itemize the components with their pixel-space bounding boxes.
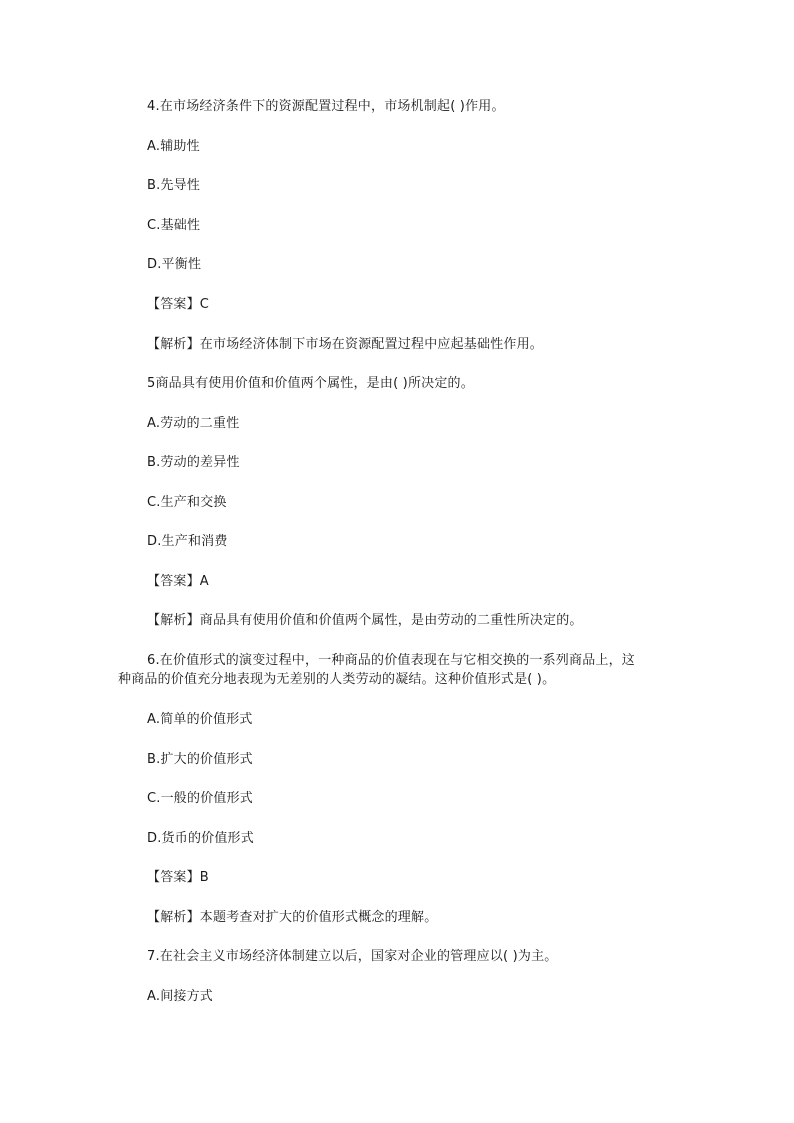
question-7-option-a: A.间接方式 [147, 989, 213, 1004]
question-6-option-a: A.简单的价值形式 [147, 712, 253, 727]
question-6-stem: 6.在价值形式的演变过程中，一种商品的价值表现在与它相交换的一系列商品上，这种商品的价值充分地表现为无差别的人类劳动的凝结。这种价值形式是( )。 [118, 653, 636, 687]
question-4-analysis: 【解析】在市场经济体制下市场在资源配置过程中应起基础性作用。 [147, 337, 544, 352]
question-7-stem: 7.在社会主义市场经济体制建立以后，国家对企业的管理应以( )为主。 [147, 949, 558, 964]
question-4-option-c: C.基础性 [147, 218, 201, 233]
question-5-stem: 5商品具有使用价值和价值两个属性，是由( )所决定的。 [147, 376, 474, 391]
question-4-option-b: B.先导性 [147, 178, 201, 193]
question-5-option-b: B.劳动的差异性 [147, 455, 240, 470]
question-5-option-d: D.生产和消费 [147, 534, 228, 549]
question-6-answer: 【答案】B [147, 870, 209, 885]
question-6-option-d: D.货币的价值形式 [147, 831, 254, 846]
question-4-option-a: A.辅助性 [147, 139, 200, 154]
question-6-analysis: 【解析】本题考查对扩大的价值形式概念的理解。 [147, 910, 438, 925]
question-5-answer: 【答案】A [147, 574, 209, 589]
question-6-option-b: B.扩大的价值形式 [147, 752, 253, 767]
question-5-analysis: 【解析】商品具有使用价值和价值两个属性，是由劳动的二重性所决定的。 [147, 613, 583, 628]
question-4-answer: 【答案】C [147, 297, 210, 312]
question-4-stem: 4.在市场经济条件下的资源配置过程中，市场机制起( )作用。 [147, 99, 505, 114]
question-5-option-c: C.生产和交换 [147, 495, 227, 510]
question-6-option-c: C.一般的价值形式 [147, 791, 254, 806]
question-4-option-d: D.平衡性 [147, 257, 202, 272]
question-5-option-a: A.劳动的二重性 [147, 416, 240, 431]
